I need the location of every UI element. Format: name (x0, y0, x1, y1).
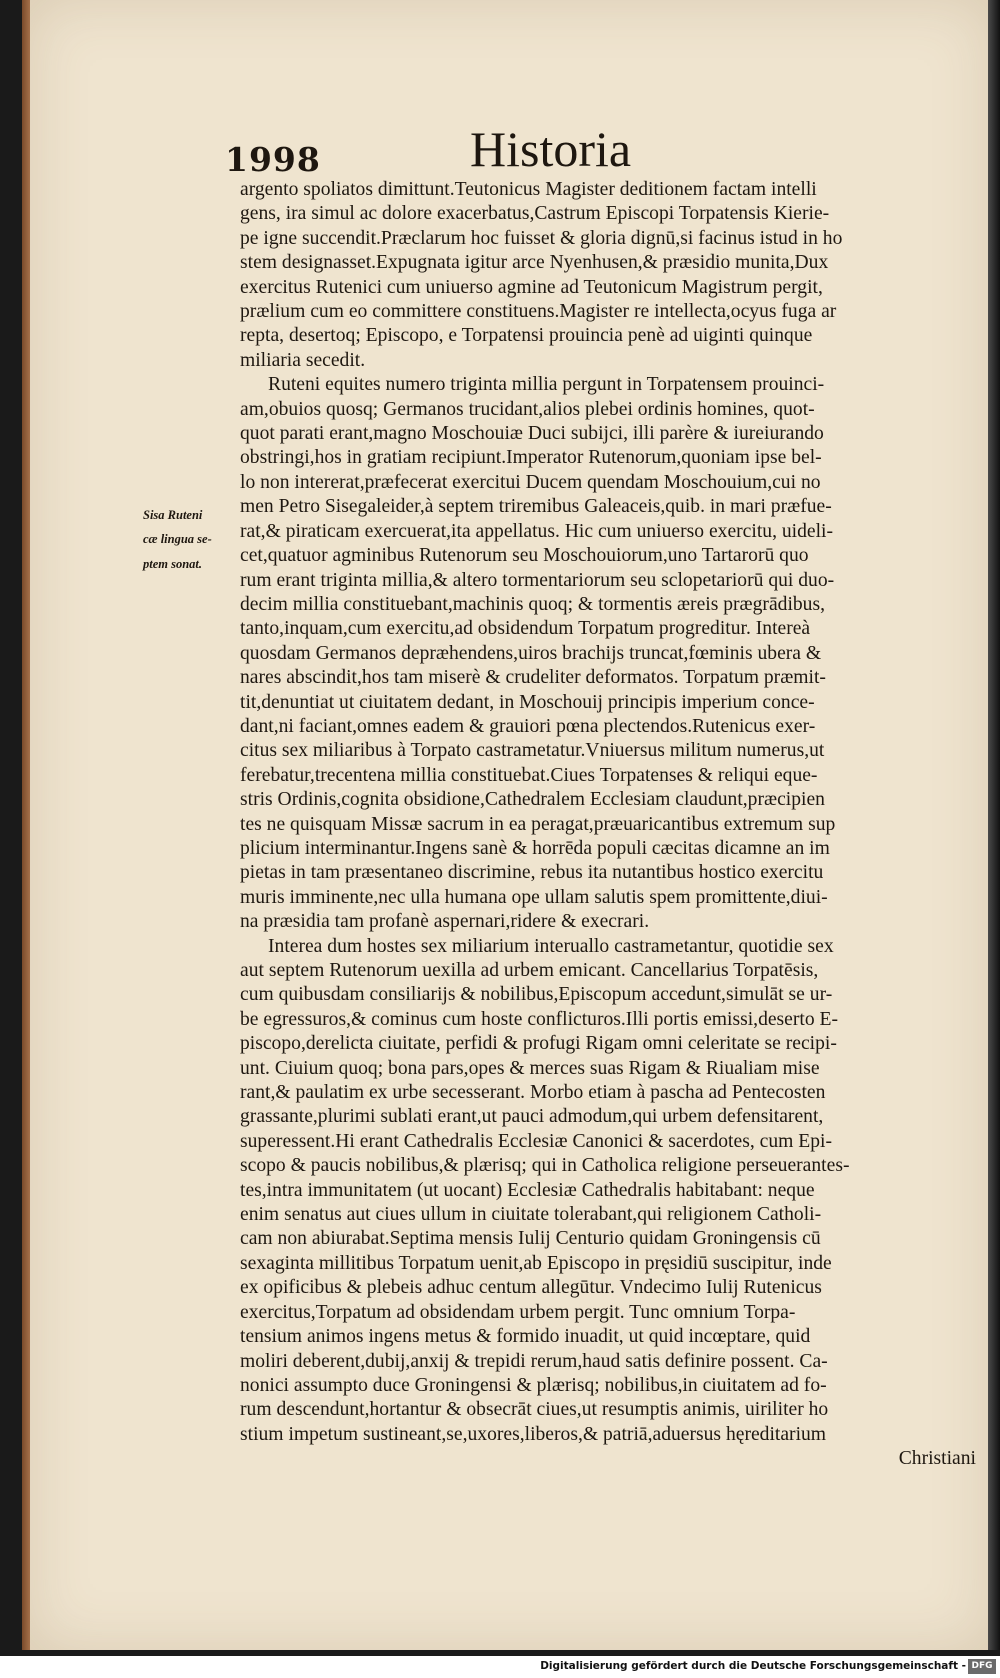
text-line: dant,ni faciant,omnes eadem & grauiori pœna plectendos.Rutenicus exer- (240, 715, 816, 737)
marginal-note-line: Sisa Ruteni (143, 508, 203, 522)
text-line: stium impetum sustineant,se,uxores,liberos,& patriā,aduersus hęreditarium (240, 1423, 827, 1445)
footer-credit: Digitalisierung gefördert durch die Deutsche Forschungsgemeinschaft - (540, 1660, 966, 1672)
text-line: nares abscindit,hos tam miserè & crudeliter deformatos. Torpatum præmit- (240, 667, 826, 689)
text-line: obstringi,hos in gratiam recipiunt.Imperator Rutenorum,quoniam ipse bel- (240, 447, 822, 469)
text-line: cam non abiurabat.Septima mensis Iulij Centurio quidam Groningensis cū (240, 1228, 821, 1250)
text-line: cum quibusdam consiliarijs & nobilibus,Episcopum accedunt,simulāt se ur- (240, 984, 833, 1006)
text-line: rum erant triginta millia,& altero tormentariorum seu sclopetariorū qui duo- (240, 569, 835, 591)
text-line: rum descendunt,hortantur & obsecrāt ciues,ut resumptis animis, uiriliter ho (240, 1399, 829, 1421)
text-line: scopo & paucis nobilibus,& plærisq; qui in Catholica religione perseuerantes- (240, 1155, 850, 1177)
text-line: ex opificibus & plebeis adhuc centum allegūtur. Vndecimo Iulij Rutenicus (240, 1277, 822, 1299)
page-right-edge (988, 0, 1000, 1650)
text-line: tensium animos ingens metus & formido inuadit, ut quid incœptare, quid (240, 1326, 811, 1348)
text-line: exercitus Rutenici cum uniuerso agmine ad Teutonicum Magistrum pergit, (240, 276, 823, 298)
text-line: superessent.Hi erant Cathedralis Ecclesiæ Canonici & sacerdotes, cum Epi- (240, 1130, 832, 1152)
text-line: pe igne succendit.Præclarum hoc fuisset & gloria dignū,si facinus istud in ho (240, 227, 843, 249)
text-line: gens, ira simul ac dolore exacerbatus,Castrum Episcopi Torpatensis Kierie- (240, 203, 830, 225)
text-line: sexaginta millitibus Torpatum uenit,ab Episcopo in pręsidiū suscipitur, inde (240, 1252, 832, 1274)
body-text (240, 178, 976, 1472)
text-line: tes,intra immunitatem (ut uocant) Ecclesiæ Cathedralis habitabant: neque (240, 1179, 815, 1201)
text-line: rant,& paulatim ex urbe secesserant. Morbo etiam à pascha ad Pentecosten (240, 1082, 826, 1104)
text-line: am,obuios quosq; Germanos trucidant,alios plebei ordinis homines, quot- (240, 398, 815, 420)
text-line: quot parati erant,magno Moschouiæ Duci subijci, illi parère & iureiurando (240, 423, 824, 445)
text-line: prælium cum eo committere constituens.Magister re intellecta,ocyus fuga ar (240, 301, 837, 323)
text-line: unt. Ciuium quoq; bona pars,opes & merces suas Rigam & Riualiam mise (240, 1057, 820, 1079)
text-line: nonici assumpto duce Groningensi & plærisq; nobilibus,in ciuitatem ad fo- (240, 1374, 827, 1396)
text-line: tanto,inquam,cum exercitu,ad obsidendum Torpatum progreditur. Intereà (240, 618, 811, 640)
text-line: grassante,plurimi sublati erant,ut pauci admodum,qui urbem defensitarent, (240, 1106, 824, 1128)
text-line: muris imminente,nec ulla humana ope ullam salutis spem promittente,diui- (240, 886, 828, 908)
text-line: Ruteni equites numero triginta millia pergunt in Torpatensem prouinci- (268, 374, 825, 396)
catchword: Christiani (898, 1448, 976, 1470)
marginal-note (143, 503, 243, 576)
text-line: na præsidia tam profanè aspernari,ridere & execrari. (240, 911, 650, 933)
text-line: plicium interminantur.Ingens sanè & horrēda populi cæcitas dicamne an im (240, 837, 830, 859)
text-line: citus sex miliaribus à Torpato castrametatur.Vniuersus militum numerus,ut (240, 740, 825, 762)
running-head: Historia (470, 121, 632, 177)
text-line: tit,denuntiat ut ciuitatem dedant, in Moschouij principis imperium conce- (240, 691, 815, 713)
text-line: ferebatur,trecentena millia constituebat.Ciues Torpatenses & reliqui eque- (240, 764, 818, 786)
page-number: 1998 (225, 140, 321, 179)
text-line: be egressuros,& cominus cum hoste conflicturos.Illi portis emissi,deserto E- (240, 1008, 839, 1030)
text-line: quosdam Germanos depræhendens,uiros brachijs truncat,fœminis ubera & (240, 642, 822, 664)
text-line: moliri deberent,dubij,anxij & trepidi rerum,haud satis definire possent. Ca- (240, 1350, 828, 1372)
text-line: piscopo,derelicta ciuitate, perfidi & profugi Rigam omni celeritate se recipi- (240, 1033, 837, 1055)
text-line: aut septem Rutenorum uexilla ad urbem emicant. Cancellarius Torpatēsis, (240, 960, 819, 981)
text-line: tes ne quisquam Missæ sacrum in ea peragat,præuaricantibus extremum sup (240, 813, 836, 835)
dfg-logo: DFG (968, 1659, 996, 1674)
text-line: cet,quatuor agminibus Rutenorum seu Moschouiorum,uno Tartarorū quo (240, 545, 809, 567)
marginal-note-line: cæ lingua se- (143, 532, 212, 547)
text-line: stem designasset.Expugnata igitur arce Nyenhusen,& præsidio munita,Dux (240, 252, 829, 274)
text-line: decim millia constituebant,machinis quoq; & tormentis æreis prægrādibus, (240, 593, 825, 615)
text-line: rat,& piraticam exercuerat,ita appellatus. Hic cum uniuerso exercitu, uideli- (240, 520, 834, 542)
text-line: enim senatus aut ciues ullum in ciuitate tolerabant,qui religionem Catholi- (240, 1204, 822, 1226)
text-line: stris Ordinis,cognita obsidione,Cathedralem Ecclesiam claudunt,præcipien (240, 789, 825, 811)
text-line: repta, desertoq; Episcopo, e Torpatensi prouincia penè ad uiginti quinque (240, 325, 813, 347)
text-line: pietas in tam præsentaneo discrimine, rebus ita nutantibus hostico exercitu (240, 862, 824, 884)
text-line: exercitus,Torpatum ad obsidendam urbem pergit. Tunc omnium Torpa- (240, 1301, 796, 1323)
text-line: Interea dum hostes sex miliarium interuallo castrametantur, quotidie sex (268, 935, 834, 957)
text-line: miliaria secedit. (240, 349, 366, 371)
text-line: men Petro Sisegaleider,à septem triremibus Galeaceis,quib. in mari præfue- (240, 496, 832, 518)
text-line: argento spoliatos dimittunt.Teutonicus Magister deditionem factam intelli (240, 179, 817, 200)
marginal-note-line: ptem sonat. (143, 556, 203, 571)
text-line: lo non intererat,præfecerat exercitui Ducem quendam Moschouium,cui no (240, 471, 821, 493)
